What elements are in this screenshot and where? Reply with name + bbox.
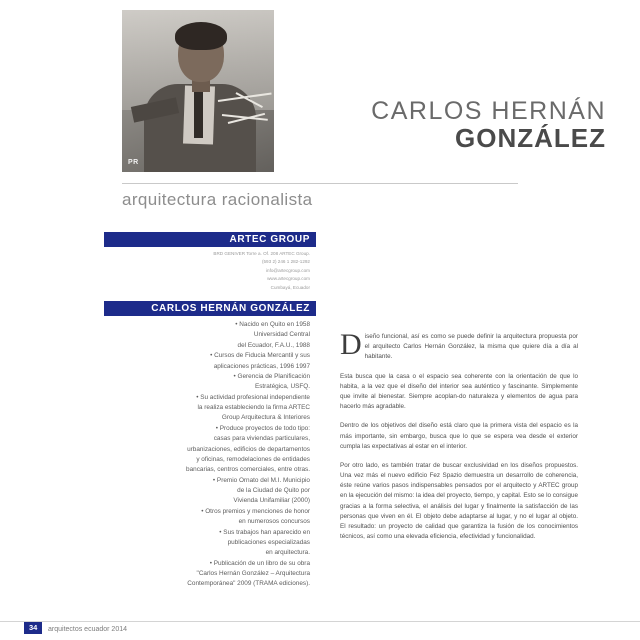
- bio-line: Universidad Central: [253, 331, 310, 339]
- contact-line: BRD GENIVER Torre a. Of. 208 ARTEC Group.: [213, 251, 310, 256]
- bio-line: publicaciones especializadas: [227, 538, 310, 546]
- bio-line: • Sus trabajos han aparecido en: [219, 528, 310, 536]
- body-paragraph-text: iseño funcional, así es como se puede definir la arquitectura propuesta por el arquitecto Carlos Hernán González, la misma que quiere día a día al habitante.: [364, 333, 578, 361]
- bio-line: • Publicación de un libro de su obra: [209, 559, 310, 567]
- bio-line: • Cursos de Fiducia Mercantil y sus: [210, 352, 310, 360]
- page-subtitle: arquitectura racionalista: [122, 190, 313, 209]
- bio-line: • Produce proyectos de todo tipo:: [215, 424, 310, 432]
- biography-column: [92, 320, 316, 590]
- title-first-name: CARLOS HERNÁN: [371, 97, 606, 125]
- bio-line: la realiza estableciendo la firma ARTEC: [197, 404, 310, 411]
- contact-line: (593 2) 246 1 282-1292: [261, 259, 310, 265]
- architect-name-bar: CARLOS HERNÁN GONZÁLEZ: [104, 301, 316, 316]
- bio-line: y oficinas, remodelaciones de entidades: [196, 455, 310, 463]
- contact-block: [104, 250, 316, 292]
- bio-line: en numerosos concursos: [238, 518, 310, 526]
- bio-line: de la Ciudad de Quito por: [237, 487, 310, 494]
- footer-divider: [0, 621, 640, 622]
- bio-line: • Nacido en Quito en 1958: [235, 321, 310, 328]
- architecture-model-icon: [218, 92, 274, 132]
- body-paragraph: Por otro lado, es también tratar de buscar exclusividad en los diseños propuestos. Una vez más el nuevo edificio Fez Spazio demuestra un desarrollo de coherencia, éste reúne varios pasos indispensables pensados por el arquitecto y ARTEC group en la ejecución del mismo: la idea del proyecto, tiempo, y capital. Esto se lo consigue gracias a la forma selectiva, el análisis del lugar y finalmente la satisfacción de las personas que viven en él. El objeto debe adaptarse al lugar, y no el lugar al objeto. El resultado: un proyecto de calidad que garantiza la fusión de los conocimientos técnicos, así como una elevada eficiencia, efectividad y funcionalidad.: [340, 461, 578, 541]
- subtitle-divider: [122, 183, 518, 184]
- bio-line: • Premio Ornato del M.I. Municipio: [212, 476, 310, 484]
- bio-line: del Ecuador, F.A.U., 1988: [237, 341, 310, 349]
- bio-line: Estratégica, USFQ.: [254, 383, 310, 391]
- bio-line: aplicaciones prácticas, 1996 1997: [213, 362, 310, 370]
- bio-line: en arquitectura.: [265, 549, 310, 557]
- bio-line: • Otros premios y menciones de honor: [201, 507, 310, 515]
- drop-cap: D: [340, 328, 362, 361]
- bio-line: urbanizaciones, edificios de departamentos: [187, 445, 310, 453]
- article-body: [340, 328, 578, 551]
- page-title: [371, 98, 606, 153]
- bio-line: "Carlos Hernán González – Arquitectura: [196, 570, 310, 577]
- bio-line: casas para viviendas particulares,: [213, 435, 310, 443]
- bio-line: Vivienda Unifamiliar (2000): [233, 497, 310, 505]
- body-paragraph: Dentro de los objetivos del diseño está claro que la primera vista del espacio es la más importante, sin embargo, busca que lo que se espera vea desde el exterior cumpla las expectativas al estar en el interior.: [340, 422, 578, 450]
- bio-line: • Gerencia de Planificación: [233, 372, 310, 380]
- body-paragraph: Esta busca que la casa o el espacio sea coherente con la orientación de que lo habita, a la vez que el diseño del interior sea auténtico y fascinante. Simplemente que invite al bienestar. Siempre acoplan-do naturaleza y elementos de agua para hacerlo más agradable.: [340, 372, 578, 411]
- bio-line: bancarias, centros comerciales, entre otras.: [186, 466, 310, 474]
- title-last-name: GONZÁLEZ: [455, 123, 606, 154]
- bio-line: Contemporánea" 2009 (TRAMA ediciones).: [187, 580, 310, 588]
- page-number: 34: [24, 622, 42, 634]
- bio-line: Group Arquitectura & Interiores: [221, 414, 310, 422]
- portrait-tie: [194, 92, 203, 138]
- contact-line: Cumbayá, Ecuador: [270, 284, 310, 290]
- contact-line: www.artecgroup.com: [267, 276, 310, 282]
- portrait-hair: [175, 22, 227, 50]
- footer-publication: arquitectos ecuador 2014: [48, 626, 127, 633]
- company-bar: ARTEC GROUP: [104, 232, 316, 247]
- portrait-photo: [122, 10, 274, 172]
- bio-line: • Su actividad profesional independiente: [196, 393, 310, 401]
- contact-line: info@artecgroup.com: [266, 267, 310, 273]
- portrait-badge: PR: [128, 159, 139, 166]
- body-paragraph: [340, 328, 578, 363]
